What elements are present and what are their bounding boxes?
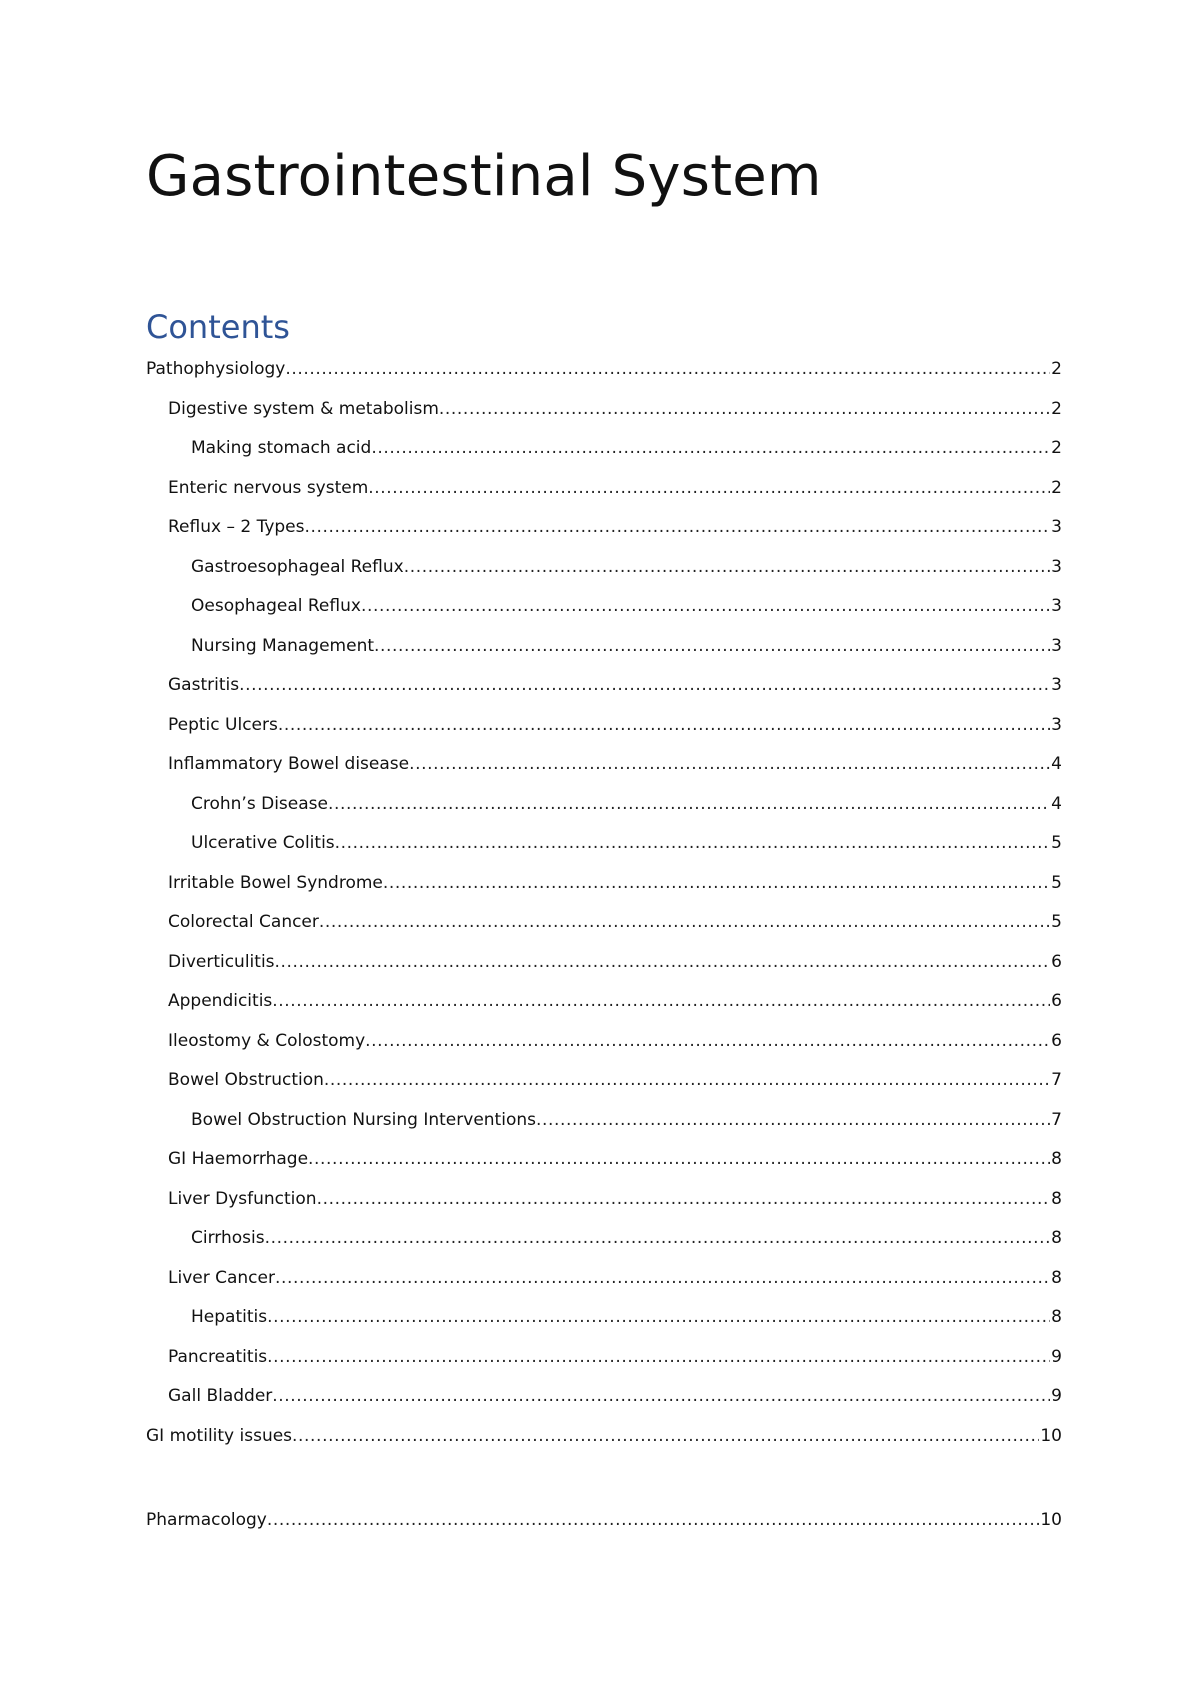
toc-entry-crohns-disease[interactable] [146,789,1062,829]
dot-leader [292,1421,1039,1451]
dot-leader [304,512,1050,542]
toc-entry-enteric-nervous-system[interactable] [146,473,1062,513]
toc-entry-label: Oesophageal Reflux [191,596,361,616]
toc-page-number: 3 [1051,714,1062,735]
dot-leader [267,1505,1040,1535]
toc-page-number: 6 [1051,1030,1062,1051]
dot-leader [368,473,1050,503]
toc-page-number: 8 [1051,1149,1062,1169]
toc-entry-label: GI Haemorrhage [168,1149,309,1169]
toc-entry-reflux-2-types[interactable] [146,512,1062,552]
dot-leader [267,1302,1050,1332]
toc-page-number: 2 [1051,477,1062,498]
toc-entry-label: Gall Bladder [168,1386,273,1406]
toc-entry-bowel-obstruction[interactable] [146,1065,1062,1105]
toc-entry-label: GI motility issues [146,1425,293,1446]
toc-entry-gi-haemorrhage[interactable] [146,1144,1062,1184]
toc-entry-label: Cirrhosis [191,1228,265,1248]
toc-page-number: 3 [1051,675,1062,695]
toc-entry-irritable-bowel-syndrome[interactable] [146,868,1062,908]
toc-entry-label: Gastroesophageal Reflux [191,556,404,577]
toc-entry-pancreatitis[interactable] [146,1342,1062,1382]
toc-entry-label: Reflux – 2 Types [168,517,305,537]
toc-entry-label: Irritable Bowel Syndrome [168,872,383,893]
toc-entry-label: Ulcerative Colitis [191,833,335,853]
toc-entry-ulcerative-colitis[interactable] [146,828,1062,868]
dot-leader [267,1342,1050,1372]
toc-entry-gastritis[interactable] [146,670,1062,710]
toc-page-number: 9 [1051,1346,1062,1367]
toc-page-number: 6 [1051,991,1062,1011]
dot-leader [439,394,1050,424]
toc-entry-label: Inflammatory Bowel disease [168,754,410,774]
dot-leader [409,749,1050,779]
toc-page-number: 3 [1051,556,1062,577]
toc-entry-label: Pathophysiology [146,359,286,379]
toc-entry-label: Digestive system & metabolism [168,398,439,419]
contents-heading: Contents [146,308,290,346]
toc-entry-label: Hepatitis [191,1307,268,1327]
dot-leader [371,433,1050,463]
toc-entry-inflammatory-bowel-disease[interactable] [146,749,1062,789]
toc-entry-oesophageal-reflux[interactable] [146,591,1062,631]
toc-entry-label: Bowel Obstruction [168,1070,324,1090]
dot-leader [383,868,1050,898]
toc-page-number: 3 [1051,517,1062,537]
dot-leader [285,354,1050,384]
table-of-contents [146,354,1062,1545]
toc-page-number: 4 [1051,754,1062,774]
toc-entry-cirrhosis[interactable] [146,1223,1062,1263]
toc-entry-label: Ileostomy & Colostomy [168,1030,366,1051]
toc-entry-label: Crohn’s Disease [191,793,328,814]
toc-entry-making-stomach-acid[interactable] [146,433,1062,473]
toc-page-number: 2 [1051,359,1062,379]
toc-entry-pathophysiology[interactable] [146,354,1062,394]
toc-page-number: 2 [1051,438,1062,458]
dot-leader [275,947,1051,977]
dot-leader [374,631,1050,661]
toc-page-number: 5 [1051,833,1062,853]
dot-leader [272,986,1050,1016]
dot-leader [278,710,1050,740]
toc-entry-hepatitis[interactable] [146,1302,1062,1342]
toc-entry-label: Making stomach acid [191,438,372,458]
dot-leader [275,1263,1050,1293]
document-title: Gastrointestinal System [146,144,822,209]
dot-leader [324,1065,1050,1095]
toc-entry-label: Bowel Obstruction Nursing Interventions [191,1109,536,1130]
toc-entry-nursing-management[interactable] [146,631,1062,671]
toc-page-number: 10 [1040,1510,1062,1530]
dot-leader [404,552,1050,582]
toc-entry-peptic-ulcers[interactable] [146,710,1062,750]
toc-page-number: 8 [1051,1188,1062,1209]
toc-entry-pharmacology[interactable] [146,1505,1062,1545]
toc-entry-gi-motility-issues[interactable] [146,1421,1062,1461]
toc-entry-colorectal-cancer[interactable] [146,907,1062,947]
toc-page-number: 8 [1051,1228,1062,1248]
dot-leader [239,670,1050,700]
toc-entry-liver-dysfunction[interactable] [146,1184,1062,1224]
toc-page-number: 10 [1040,1425,1062,1446]
toc-entry-bowel-obstruction-nursing-interventions[interactable] [146,1105,1062,1145]
toc-entry-label: Liver Dysfunction [168,1188,317,1209]
toc-entry-digestive-system-metabolism[interactable] [146,394,1062,434]
toc-page-number: 5 [1051,912,1062,932]
toc-entry-label: Peptic Ulcers [168,714,278,735]
toc-page-number: 8 [1051,1307,1062,1327]
dot-leader [317,1184,1051,1214]
toc-page-number: 8 [1051,1267,1062,1288]
toc-entry-label: Pancreatitis [168,1346,268,1367]
toc-entry-gastroesophageal-reflux[interactable] [146,552,1062,592]
dot-leader [308,1144,1050,1174]
dot-leader [272,1381,1050,1411]
toc-entry-liver-cancer[interactable] [146,1263,1062,1303]
toc-entry-diverticulitis[interactable] [146,947,1062,987]
toc-entry-appendicitis[interactable] [146,986,1062,1026]
toc-page-number: 9 [1051,1386,1062,1406]
toc-entry-label: Diverticulitis [168,951,275,972]
toc-page-number: 7 [1051,1109,1062,1130]
dot-leader [365,1026,1050,1056]
toc-entry-label: Appendicitis [168,991,273,1011]
toc-page-number: 6 [1051,951,1062,972]
toc-entry-label: Pharmacology [146,1510,267,1530]
toc-entry-label: Enteric nervous system [168,477,369,498]
toc-entry-label: Colorectal Cancer [168,912,319,932]
dot-leader [328,789,1050,819]
dot-leader [361,591,1050,621]
toc-page-number: 3 [1051,635,1062,656]
toc-entry-gall-bladder[interactable] [146,1381,1062,1421]
toc-page-number: 4 [1051,793,1062,814]
toc-page-number: 5 [1051,872,1062,893]
toc-page-number: 2 [1051,398,1062,419]
dot-leader [319,907,1050,937]
toc-entry-ileostomy-colostomy[interactable] [146,1026,1062,1066]
toc-entry-label: Liver Cancer [168,1267,275,1288]
dot-leader [265,1223,1051,1253]
toc-entry-label: Gastritis [168,675,240,695]
dot-leader [536,1105,1050,1135]
toc-page-number: 3 [1051,596,1062,616]
toc-page-number: 7 [1051,1070,1062,1090]
dot-leader [335,828,1051,858]
toc-entry-label: Nursing Management [191,635,375,656]
